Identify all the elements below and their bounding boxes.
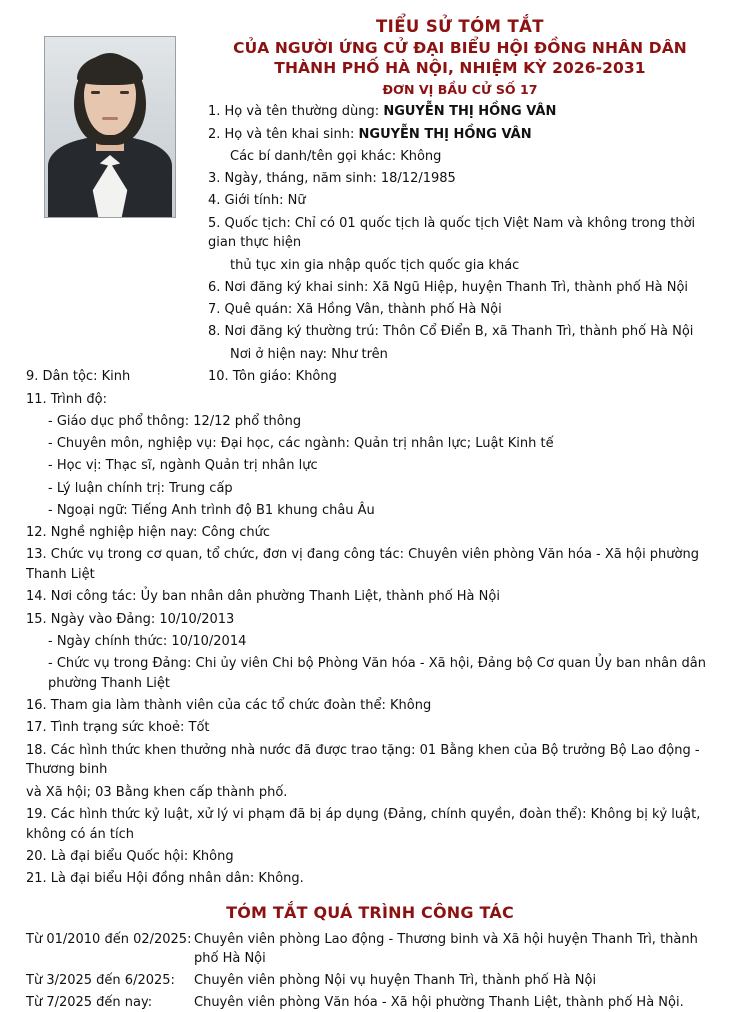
table-row — [26, 931, 722, 969]
table-row — [26, 972, 722, 991]
field-awards-line1: 18. Các hình thức khen thưởng nhà nước đã được trao tặng: 01 Bằng khen của Bộ trưởng Bộ Lao động - Thương binh — [26, 742, 700, 778]
work-description: Chuyên viên phòng Lao động - Thương binh và Xã hội huyện Thanh Trì, thành phố Hà Nội — [194, 932, 698, 966]
field-occupation: 12. Nghề nghiệp hiện nay: Công chức — [26, 525, 270, 541]
work-history-title: TÓM TẮT QUÁ TRÌNH CÔNG TÁC — [226, 902, 514, 922]
field-permanent-residence: 8. Nơi đăng ký thường trú: Thôn Cổ Điển B, xã Thanh Trì, thành phố Hà Nội — [208, 324, 694, 340]
field-hometown: 7. Quê quán: Xã Hồng Vân, thành phố Hà Nội — [208, 302, 502, 318]
electoral-unit: ĐƠN VỊ BẦU CỬ SỐ 17 — [382, 81, 538, 97]
field-health: 17. Tình trạng sức khoẻ: Tốt — [26, 720, 210, 736]
title-line-1: TIỂU SỬ TÓM TẮT — [376, 17, 544, 36]
title-line-2: CỦA NGƯỜI ỨNG CỬ ĐẠI BIỂU HỘI ĐỒNG NHÂN DÂN — [233, 38, 687, 57]
field-disciplines: 19. Các hình thức kỷ luật, xử lý vi phạm đã bị áp dụng (Đảng, chính quyền, đoàn thể): Không bị kỷ luật, không có án tích — [26, 806, 701, 842]
field-education-degree: - Học vị: Thạc sĩ, ngành Quản trị nhân lực — [48, 458, 318, 474]
work-description: Chuyên viên phòng Nội vụ huyện Thanh Trì, thành phố Hà Nội — [194, 972, 597, 988]
work-period: Từ 3/2025 đến 6/2025: — [26, 972, 175, 988]
photo-eye-left — [91, 91, 100, 94]
field-religion: 10. Tôn giáo: Không — [208, 369, 337, 385]
full-width-block — [26, 390, 722, 889]
field-education-general: - Giáo dục phổ thông: 12/12 phổ thông — [48, 413, 302, 429]
field-nationality-line2: thủ tục xin gia nhập quốc tịch quốc gia khác — [230, 257, 520, 273]
field-workplace: 14. Nơi công tác: Ủy ban nhân dân phường Thanh Liệt, thành phố Hà Nội — [26, 589, 500, 605]
field-education-political: - Lý luận chính trị: Trung cấp — [48, 480, 233, 496]
biography-body — [18, 102, 722, 1012]
field-organizations: 16. Tham gia làm thành viên của các tổ chức đoàn thể: Không — [26, 698, 432, 714]
field-party-position: - Chức vụ trong Đảng: Chi ủy viên Chi bộ Phòng Văn hóa - Xã hội, Đảng bộ Cơ quan Ủy ban nhân dân phường Thanh Liệt — [48, 656, 706, 691]
photo-mouth — [102, 117, 118, 120]
field-birth-registration: 6. Nơi đăng ký khai sinh: Xã Ngũ Hiệp, huyện Thanh Trì, thành phố Hà Nội — [208, 279, 689, 295]
title-line-3: THÀNH PHỐ HÀ NỘI, NHIỆM KỲ 2026-2031 — [274, 59, 646, 78]
field-party-join-date: 15. Ngày vào Đảng: 10/10/2013 — [26, 611, 235, 627]
field-birth-name — [208, 125, 722, 145]
field-awards-line2: và Xã hội; 03 Bằng khen cấp thành phố. — [26, 784, 288, 800]
work-period: Từ 01/2010 đến 02/2025: — [26, 932, 192, 948]
ethnicity-religion-row — [26, 367, 722, 387]
field-gender: 4. Giới tính: Nữ — [208, 193, 306, 209]
field-peoples-council: 21. Là đại biểu Hội đồng nhân dân: Không. — [26, 871, 304, 887]
field-common-name-label: 1. Họ và tên thường dùng: — [208, 104, 380, 120]
field-education-heading: 11. Trình độ: — [26, 391, 107, 407]
table-row — [26, 994, 722, 1012]
photo-eye-right — [120, 91, 129, 94]
work-description: Chuyên viên phòng Văn hóa - Xã hội phường Thanh Liệt, thành phố Hà Nội. — [194, 994, 684, 1010]
field-party-official-date: - Ngày chính thức: 10/10/2014 — [48, 633, 247, 649]
field-dob: 3. Ngày, tháng, năm sinh: 18/12/1985 — [208, 171, 456, 187]
indented-block — [208, 102, 722, 364]
field-current-residence: Nơi ở hiện nay: Như trên — [230, 346, 388, 362]
field-education-professional: - Chuyên môn, nghiệp vụ: Đại học, các ngành: Quản trị nhân lực; Luật Kinh tế — [48, 436, 554, 452]
field-position: 13. Chức vụ trong cơ quan, tổ chức, đơn vị đang công tác: Chuyên viên phòng Văn hóa - Xã hội phường Thanh Liệt — [26, 547, 699, 583]
field-education-language: - Ngoại ngữ: Tiếng Anh trình độ B1 khung châu Âu — [48, 502, 375, 518]
field-national-assembly: 20. Là đại biểu Quốc hội: Không — [26, 848, 234, 864]
field-birth-name-value: NGUYỄN THỊ HỒNG VÂN — [358, 126, 532, 142]
field-common-name-value: NGUYỄN THỊ HỒNG VÂN — [383, 104, 557, 120]
document-header — [208, 10, 712, 98]
field-ethnicity: 9. Dân tộc: Kinh — [26, 369, 131, 385]
work-period: Từ 7/2025 đến nay: — [26, 994, 153, 1010]
field-nationality-line1: 5. Quốc tịch: Chỉ có 01 quốc tịch là quốc tịch Việt Nam và không trong thời gian thực hiện — [208, 215, 696, 251]
field-birth-name-label: 2. Họ và tên khai sinh: — [208, 126, 355, 142]
candidate-photo — [44, 36, 176, 218]
work-history-table — [26, 931, 722, 1012]
field-alias: Các bí danh/tên gọi khác: Không — [230, 148, 442, 164]
field-common-name — [208, 102, 722, 122]
